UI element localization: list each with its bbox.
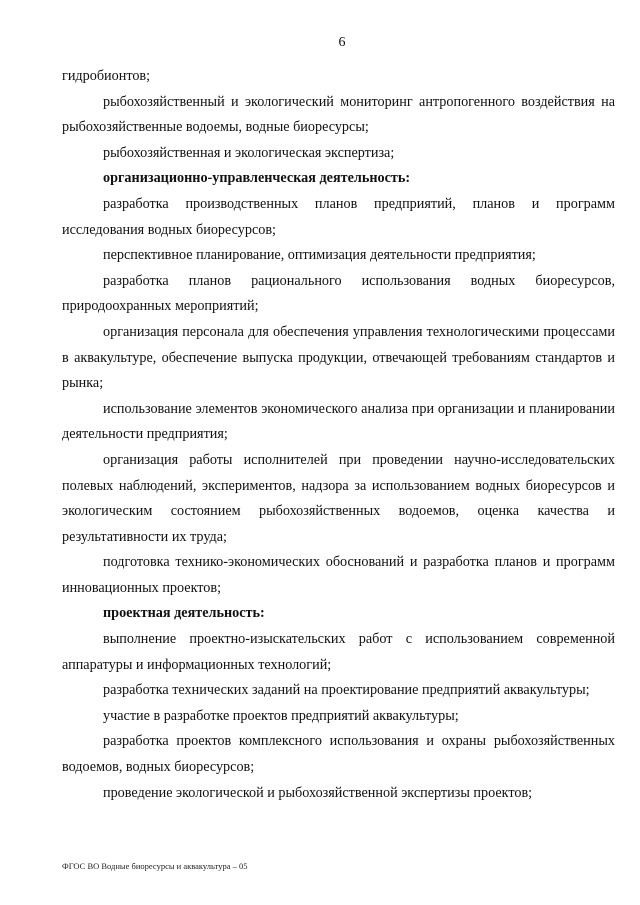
section-heading: организационно-управленческая деятельность: bbox=[103, 170, 411, 187]
paragraph: выполнение проектно-изыскательских работ с использованием современной аппаратуры и информационных технологий; bbox=[62, 631, 615, 673]
paragraph: рыбохозяйственный и экологический мониторинг антропогенного воздействия на рыбохозяйственные водоемы, водные биоресурсы; bbox=[62, 93, 615, 136]
paragraph: перспективное планирование, оптимизация деятельности предприятия; bbox=[103, 247, 536, 264]
paragraph: рыбохозяйственная и экологическая экспертиза; bbox=[103, 144, 395, 161]
paragraph: участие в разработке проектов предприятий аквакультуры; bbox=[103, 707, 459, 724]
paragraph: разработка производственных планов предприятий, планов и программ исследования водных биоресурсов; bbox=[62, 195, 615, 238]
paragraph: разработка проектов комплексного использования и охраны рыбохозяйственных водоемов, водных биоресурсов; bbox=[62, 733, 615, 776]
paragraph: подготовка технико-экономических обоснований и разработка планов и программ инновационных проектов; bbox=[62, 554, 615, 596]
paragraph: проведение экологической и рыбохозяйственной экспертизы проектов; bbox=[103, 784, 533, 801]
page-number: 6 bbox=[338, 35, 346, 50]
page-footer: ФГОС ВО Водные биоресурсы и аквакультура – 05 bbox=[62, 861, 248, 871]
paragraph: гидробионтов; bbox=[62, 68, 151, 84]
paragraph: разработка планов рационального использования водных биоресурсов, природоохранных мероприятий; bbox=[62, 272, 615, 315]
paragraph: организация персонала для обеспечения управления технологическими процессами в аквакультуре, обеспечение выпуска продукции, отвечающей требованиям стандартов и рынка; bbox=[62, 323, 615, 392]
document-body bbox=[62, 64, 615, 806]
paragraph: организация работы исполнителей при проведении научно-исследовательских полевых наблюдений, экспериментов, надзора за использованием водных биоресурсов и экологическим состоянием рыбохозяйственных водоемов, оценка качества и результативности их труда; bbox=[62, 451, 615, 545]
paragraph: разработка технических заданий на проектирование предприятий аквакультуры; bbox=[103, 682, 590, 699]
section-heading: проектная деятельность: bbox=[103, 605, 265, 622]
paragraph: использование элементов экономического анализа при организации и планировании деятельности предприятия; bbox=[62, 400, 615, 443]
